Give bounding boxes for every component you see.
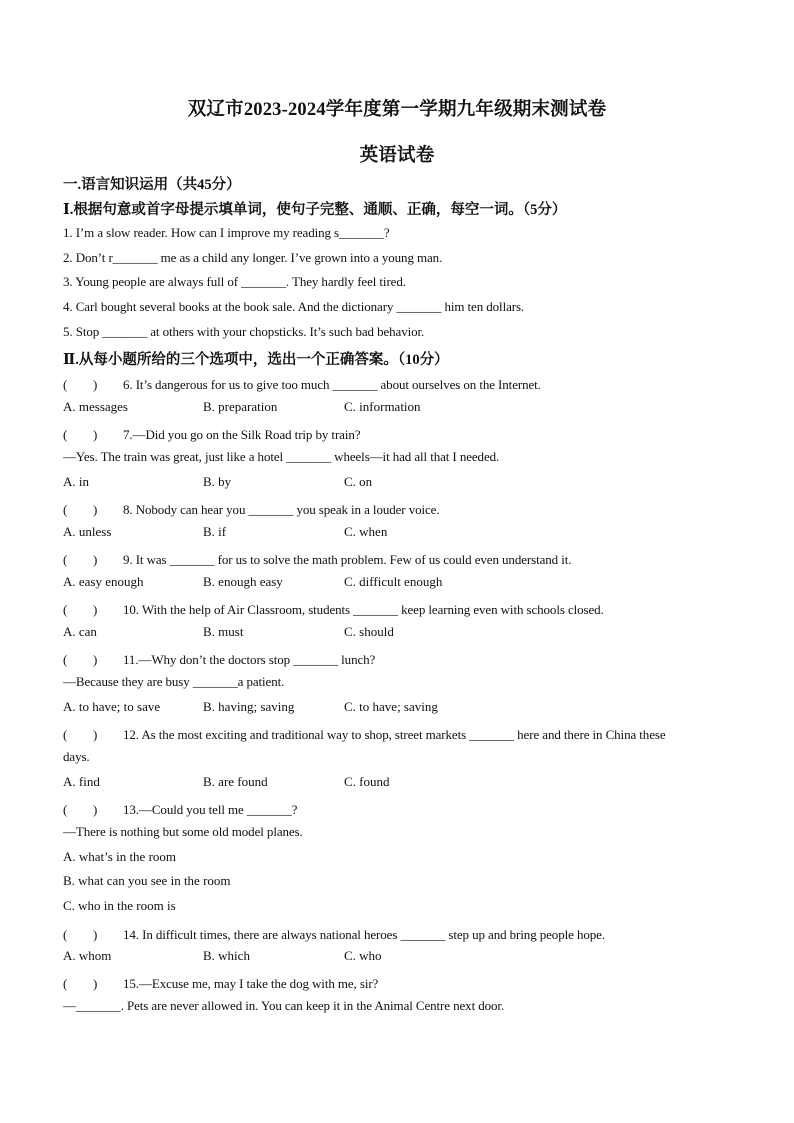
answer-paren: ( ) <box>63 976 98 991</box>
question-15 <box>63 973 378 992</box>
answer-paren: ( ) <box>63 602 98 617</box>
question-stem: 14. In difficult times, there are always national heroes _______ step up and bring people hope. <box>123 927 605 942</box>
option-c: C. information <box>344 399 421 414</box>
option-b: B. preparation <box>203 399 278 414</box>
question-8 <box>63 499 440 518</box>
option-b: B. which <box>203 948 250 963</box>
answer-paren: ( ) <box>63 927 98 942</box>
exam-subtitle: 英语试卷 <box>359 146 435 166</box>
option-b: B. having; saving <box>203 699 295 714</box>
option-a: A. what’s in the room <box>63 849 177 864</box>
option-c: C. who in the room is <box>63 898 176 913</box>
option-b: B. what can you see in the room <box>63 873 231 888</box>
fill-item-2: 2. Don’t r_______ me as a child any longer. I’ve grown into a young man. <box>63 250 443 265</box>
option-a: A. easy enough <box>63 574 144 589</box>
question-6 <box>63 374 541 393</box>
answer-paren: ( ) <box>63 727 98 742</box>
question-7 <box>63 424 360 443</box>
question-stem: 13.—Could you tell me _______? <box>123 802 298 817</box>
question-stem: 15.—Excuse me, may I take the dog with me, sir? <box>123 976 379 991</box>
option-a: A. to have; to save <box>63 699 161 714</box>
option-c: C. on <box>344 474 373 489</box>
option-c: C. difficult enough <box>344 574 443 589</box>
question-7-reply: —Yes. The train was great, just like a hotel _______ wheels—it had all that I needed. <box>63 449 500 464</box>
answer-paren: ( ) <box>63 552 98 567</box>
option-c: C. should <box>344 624 394 639</box>
fill-item-4: 4. Carl bought several books at the book sale. And the dictionary _______ him ten dollars. <box>63 299 525 314</box>
section2-heading: Ⅱ.从每小题所给的三个选项中，选出一个正确答案。（10分） <box>63 352 449 368</box>
question-stem: 8. Nobody can hear you _______ you speak in a louder voice. <box>123 502 440 517</box>
option-b: B. by <box>203 474 232 489</box>
option-c: C. found <box>344 774 390 789</box>
question-13-reply: —There is nothing but some old model planes. <box>63 824 303 839</box>
option-a: A. can <box>63 624 97 639</box>
question-stem: 12. As the most exciting and traditional way to shop, street markets _______ here and there in China these <box>123 727 666 742</box>
question-11-reply: —Because they are busy _______a patient. <box>63 674 285 689</box>
question-stem: 11.—Why don’t the doctors stop _______ lunch? <box>123 652 376 667</box>
option-c: C. when <box>344 524 388 539</box>
exam-title: 双辽市2023-2024学年度第一学期九年级期末测试卷 <box>187 100 607 120</box>
question-12 <box>63 724 666 743</box>
answer-paren: ( ) <box>63 502 98 517</box>
question-stem: 7.—Did you go on the Silk Road trip by train? <box>123 427 361 442</box>
answer-paren: ( ) <box>63 377 98 392</box>
option-b: B. enough easy <box>203 574 283 589</box>
option-a: A. whom <box>63 948 112 963</box>
option-a: A. unless <box>63 524 112 539</box>
question-stem: 6. It’s dangerous for us to give too much _______ about ourselves on the Internet. <box>123 377 541 392</box>
question-12-continued: days. <box>63 749 90 764</box>
question-15-reply: —_______. Pets are never allowed in. You can keep it in the Animal Centre next door. <box>63 998 505 1013</box>
option-b: B. if <box>203 524 227 539</box>
answer-paren: ( ) <box>63 427 98 442</box>
part1-heading: 一.语言知识运用（共45分） <box>63 177 241 193</box>
option-c: C. to have; saving <box>344 699 438 714</box>
fill-item-1: 1. I’m a slow reader. How can I improve my reading s_______? <box>63 225 390 240</box>
option-a: A. find <box>63 774 100 789</box>
option-a: A. in <box>63 474 89 489</box>
fill-item-3: 3. Young people are always full of _______. They hardly feel tired. <box>63 274 406 289</box>
question-14 <box>63 924 605 943</box>
fill-item-5: 5. Stop _______ at others with your chopsticks. It’s such bad behavior. <box>63 324 425 339</box>
question-stem: 10. With the help of Air Classroom, students _______ keep learning even with schools closed. <box>123 602 604 617</box>
question-10 <box>63 599 604 618</box>
option-b: B. are found <box>203 774 268 789</box>
answer-paren: ( ) <box>63 802 98 817</box>
question-9 <box>63 549 571 568</box>
option-b: B. must <box>203 624 244 639</box>
option-a: A. messages <box>63 399 128 414</box>
question-11 <box>63 649 375 668</box>
question-stem: 9. It was _______ for us to solve the math problem. Few of us could even understand it. <box>123 552 572 567</box>
answer-paren: ( ) <box>63 652 98 667</box>
option-c: C. who <box>344 948 382 963</box>
question-13 <box>63 799 297 818</box>
section1-heading: Ⅰ.根据句意或首字母提示填单词，使句子完整、通顺、正确，每空一词。（5分） <box>63 202 567 218</box>
